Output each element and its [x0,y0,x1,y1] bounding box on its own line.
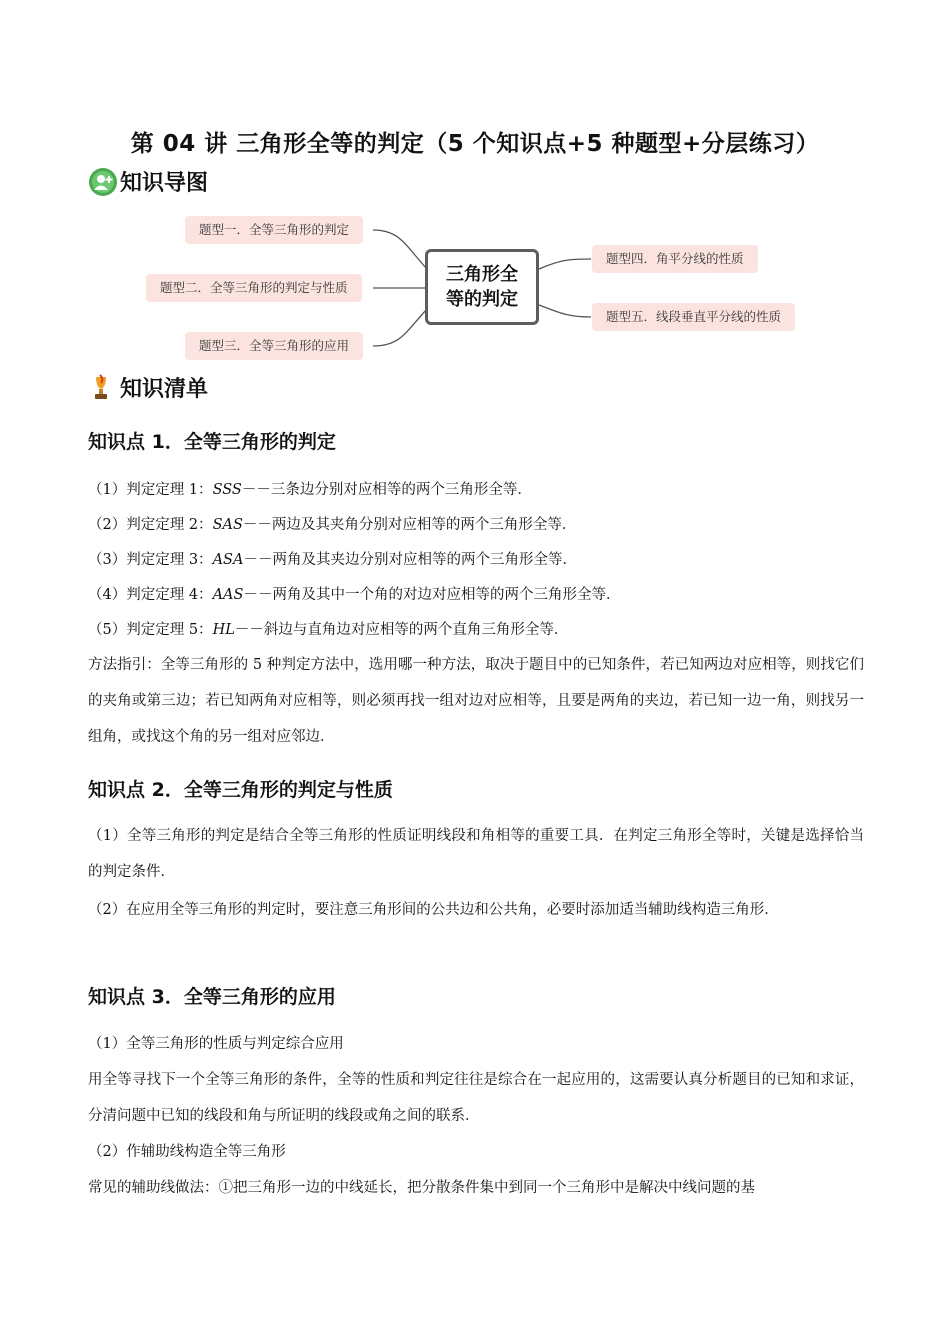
mindmap [0,205,950,365]
theorem-text: －－两角及其夹边分别对应相等的两个三角形全等． [243,552,577,568]
knowledge-list-heading [88,372,208,403]
theorem-text: －－两边及其夹角分别对应相等的两个三角形全等． [242,517,577,533]
kp1-theorem-3 [88,542,878,578]
mindmap-center: 三角形全等的判定 [425,249,539,325]
mindmap-node-type2: 题型二．全等三角形的判定与性质 [146,274,362,302]
theorem-prefix: （4）判定定理 4： [88,587,213,603]
kp1-theorem-5 [88,612,878,648]
kp1-title: 知识点 1．全等三角形的判定 [88,431,336,453]
kp1-theorem-4 [88,577,878,613]
theorem-text: －－三条边分别对应相等的两个三角形全等． [241,482,532,498]
kp2-title: 知识点 2．全等三角形的判定与性质 [88,779,393,801]
kp2-paragraph-2: （2）在应用全等三角形的判定时，要注意三角形间的公共边和公共角，必要时添加适当辅助线构造三角形． [88,902,779,918]
kp3-paragraph-1: （1）全等三角形的性质与判定综合应用 [88,1036,344,1052]
theorem-abbr: AAS [212,587,244,603]
theorem-prefix: （5）判定定理 5： [88,622,213,638]
trophy-icon [88,373,118,403]
page-title: 第 04 讲 三角形全等的判定（5 个知识点+5 种题型+分层练习） [130,131,820,157]
kp3-title: 知识点 3．全等三角形的应用 [88,986,336,1008]
mindmap-node-type4: 题型四．角平分线的性质 [592,245,758,273]
kp3-paragraph-4: 常见的辅助线做法：①把三角形一边的中线延长，把分散条件集中到同一个三角形中是解决中线问题的基 [88,1180,755,1196]
theorem-prefix: （2）判定定理 2： [88,517,213,533]
theorem-abbr: HL [212,622,235,638]
knowledge-list-heading-label: 知识清单 [120,377,209,402]
user-add-icon [88,167,118,197]
kp1-theorem-2 [88,507,878,543]
theorem-prefix: （1）判定定理 1： [88,482,213,498]
mindmap-heading [88,166,208,197]
theorem-text: －－斜边与直角边对应相等的两个直角三角形全等． [234,622,569,638]
theorem-prefix: （3）判定定理 3： [88,552,213,568]
kp2-paragraph-1: （1）全等三角形的判定是结合全等三角形的性质证明线段和角相等的重要工具．在判定三角形全等时，关键是选择恰当的判定条件． [88,828,864,880]
kp3-paragraph-2: 用全等寻找下一个全等三角形的条件，全等的性质和判定往往是综合在一起应用的，这需要认真分析题目的已知和求证，分清问题中已知的线段和角与所证明的线段或角之间的联系． [88,1072,864,1124]
mindmap-node-type3: 题型三．全等三角形的应用 [185,332,363,360]
theorem-abbr: ASA [212,552,244,568]
mindmap-heading-label: 知识导图 [120,171,209,196]
kp1-theorem-1 [88,472,878,508]
kp1-method: 方法指引：全等三角形的 5 种判定方法中，选用哪一种方法，取决于题目中的已知条件，若已知两边对应相等，则找它们的夹角或第三边；若已知两角对应相等，则必须再找一组对边对应相等，且要是两角的夹边，若已知一边一角，则找另一组角，或找这个角的另一组对应邻边． [88,657,864,745]
theorem-text: －－两角及其中一个角的对边对应相等的两个三角形全等． [243,587,621,603]
mindmap-node-type5: 题型五．线段垂直平分线的性质 [592,303,795,331]
mindmap-node-type1: 题型一．全等三角形的判定 [185,216,363,244]
theorem-abbr: SAS [212,517,243,533]
kp3-paragraph-3: （2）作辅助线构造全等三角形 [88,1144,286,1160]
theorem-abbr: SSS [212,482,242,498]
